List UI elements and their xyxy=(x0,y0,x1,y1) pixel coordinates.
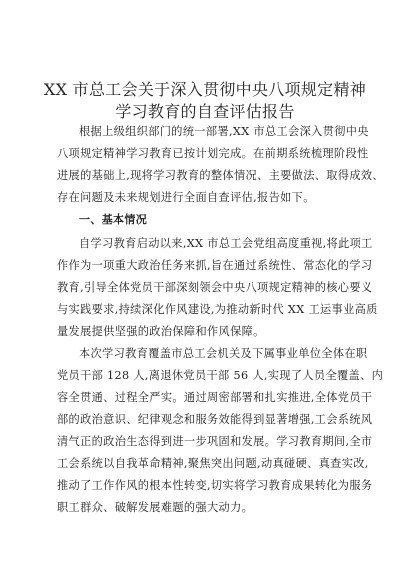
document-title-line-1: XX 市总工会关于深入贯彻中央八项规定精神 xyxy=(43,80,367,99)
paragraph-line: 容全贯通、过程全严实。通过周密部署和扎实推进,全体党员干 xyxy=(57,391,373,404)
paragraph-line: 与实践要求,持续深化作风建设,为推动新时代 XX 工运事业高质 xyxy=(57,303,378,316)
paragraph-intro-line: 进展的基础上,现将学习教育的整体情况、主要做法、取得成效、 xyxy=(57,169,384,182)
paragraph-intro-line: 八项规定精神学习教育已按计划完成。在前期系统梳理阶段性 xyxy=(57,147,369,160)
paragraph-intro-line: 存在问题及未来规划进行全面自查评估,报告如下。 xyxy=(57,191,315,204)
paragraph-line: 量发展提供坚强的政治保障和作风保障。 xyxy=(57,325,265,338)
paragraph-line: 工会系统以自我革命精神,聚焦突出问题,动真碰硬、真查实改, xyxy=(57,457,369,470)
paragraph-line: 作作为一项重大政治任务来抓,旨在通过系统性、常态化的学习 xyxy=(57,259,373,272)
paragraph-line: 自学习教育启动以来,XX 市总工会党组高度重视,将此项工 xyxy=(79,237,373,250)
paragraph-line: 部的政治意识、纪律观念和服务效能得到显著增强,工会系统风 xyxy=(57,413,373,426)
paragraph-line: 清气正的政治生态得到进一步巩固和发展。学习教育期间,全市 xyxy=(57,435,373,448)
document-title-line-2: 学习教育的自查评估报告 xyxy=(115,102,295,121)
paragraph-line: 本次学习教育覆盖市总工会机关及下属事业单位全体在职 xyxy=(79,347,368,360)
paragraph-line: 推动了工作作风的根本性转变,切实将学习教育成果转化为服务 xyxy=(57,479,373,492)
paragraph-line: 职工群众、破解发展难题的强大动力。 xyxy=(57,501,254,514)
paragraph-intro-line: 根据上级组织部门的统一部署,XX 市总工会深入贯彻中央 xyxy=(79,125,369,138)
section-heading-basic-info: 一、基本情况 xyxy=(79,213,148,226)
paragraph-line: 党员干部 128 人,离退休党员干部 56 人,实现了人员全覆盖、内 xyxy=(57,369,384,382)
paragraph-line: 教育,引导全体党员干部深刻领会中央八项规定精神的核心要义 xyxy=(57,281,373,294)
